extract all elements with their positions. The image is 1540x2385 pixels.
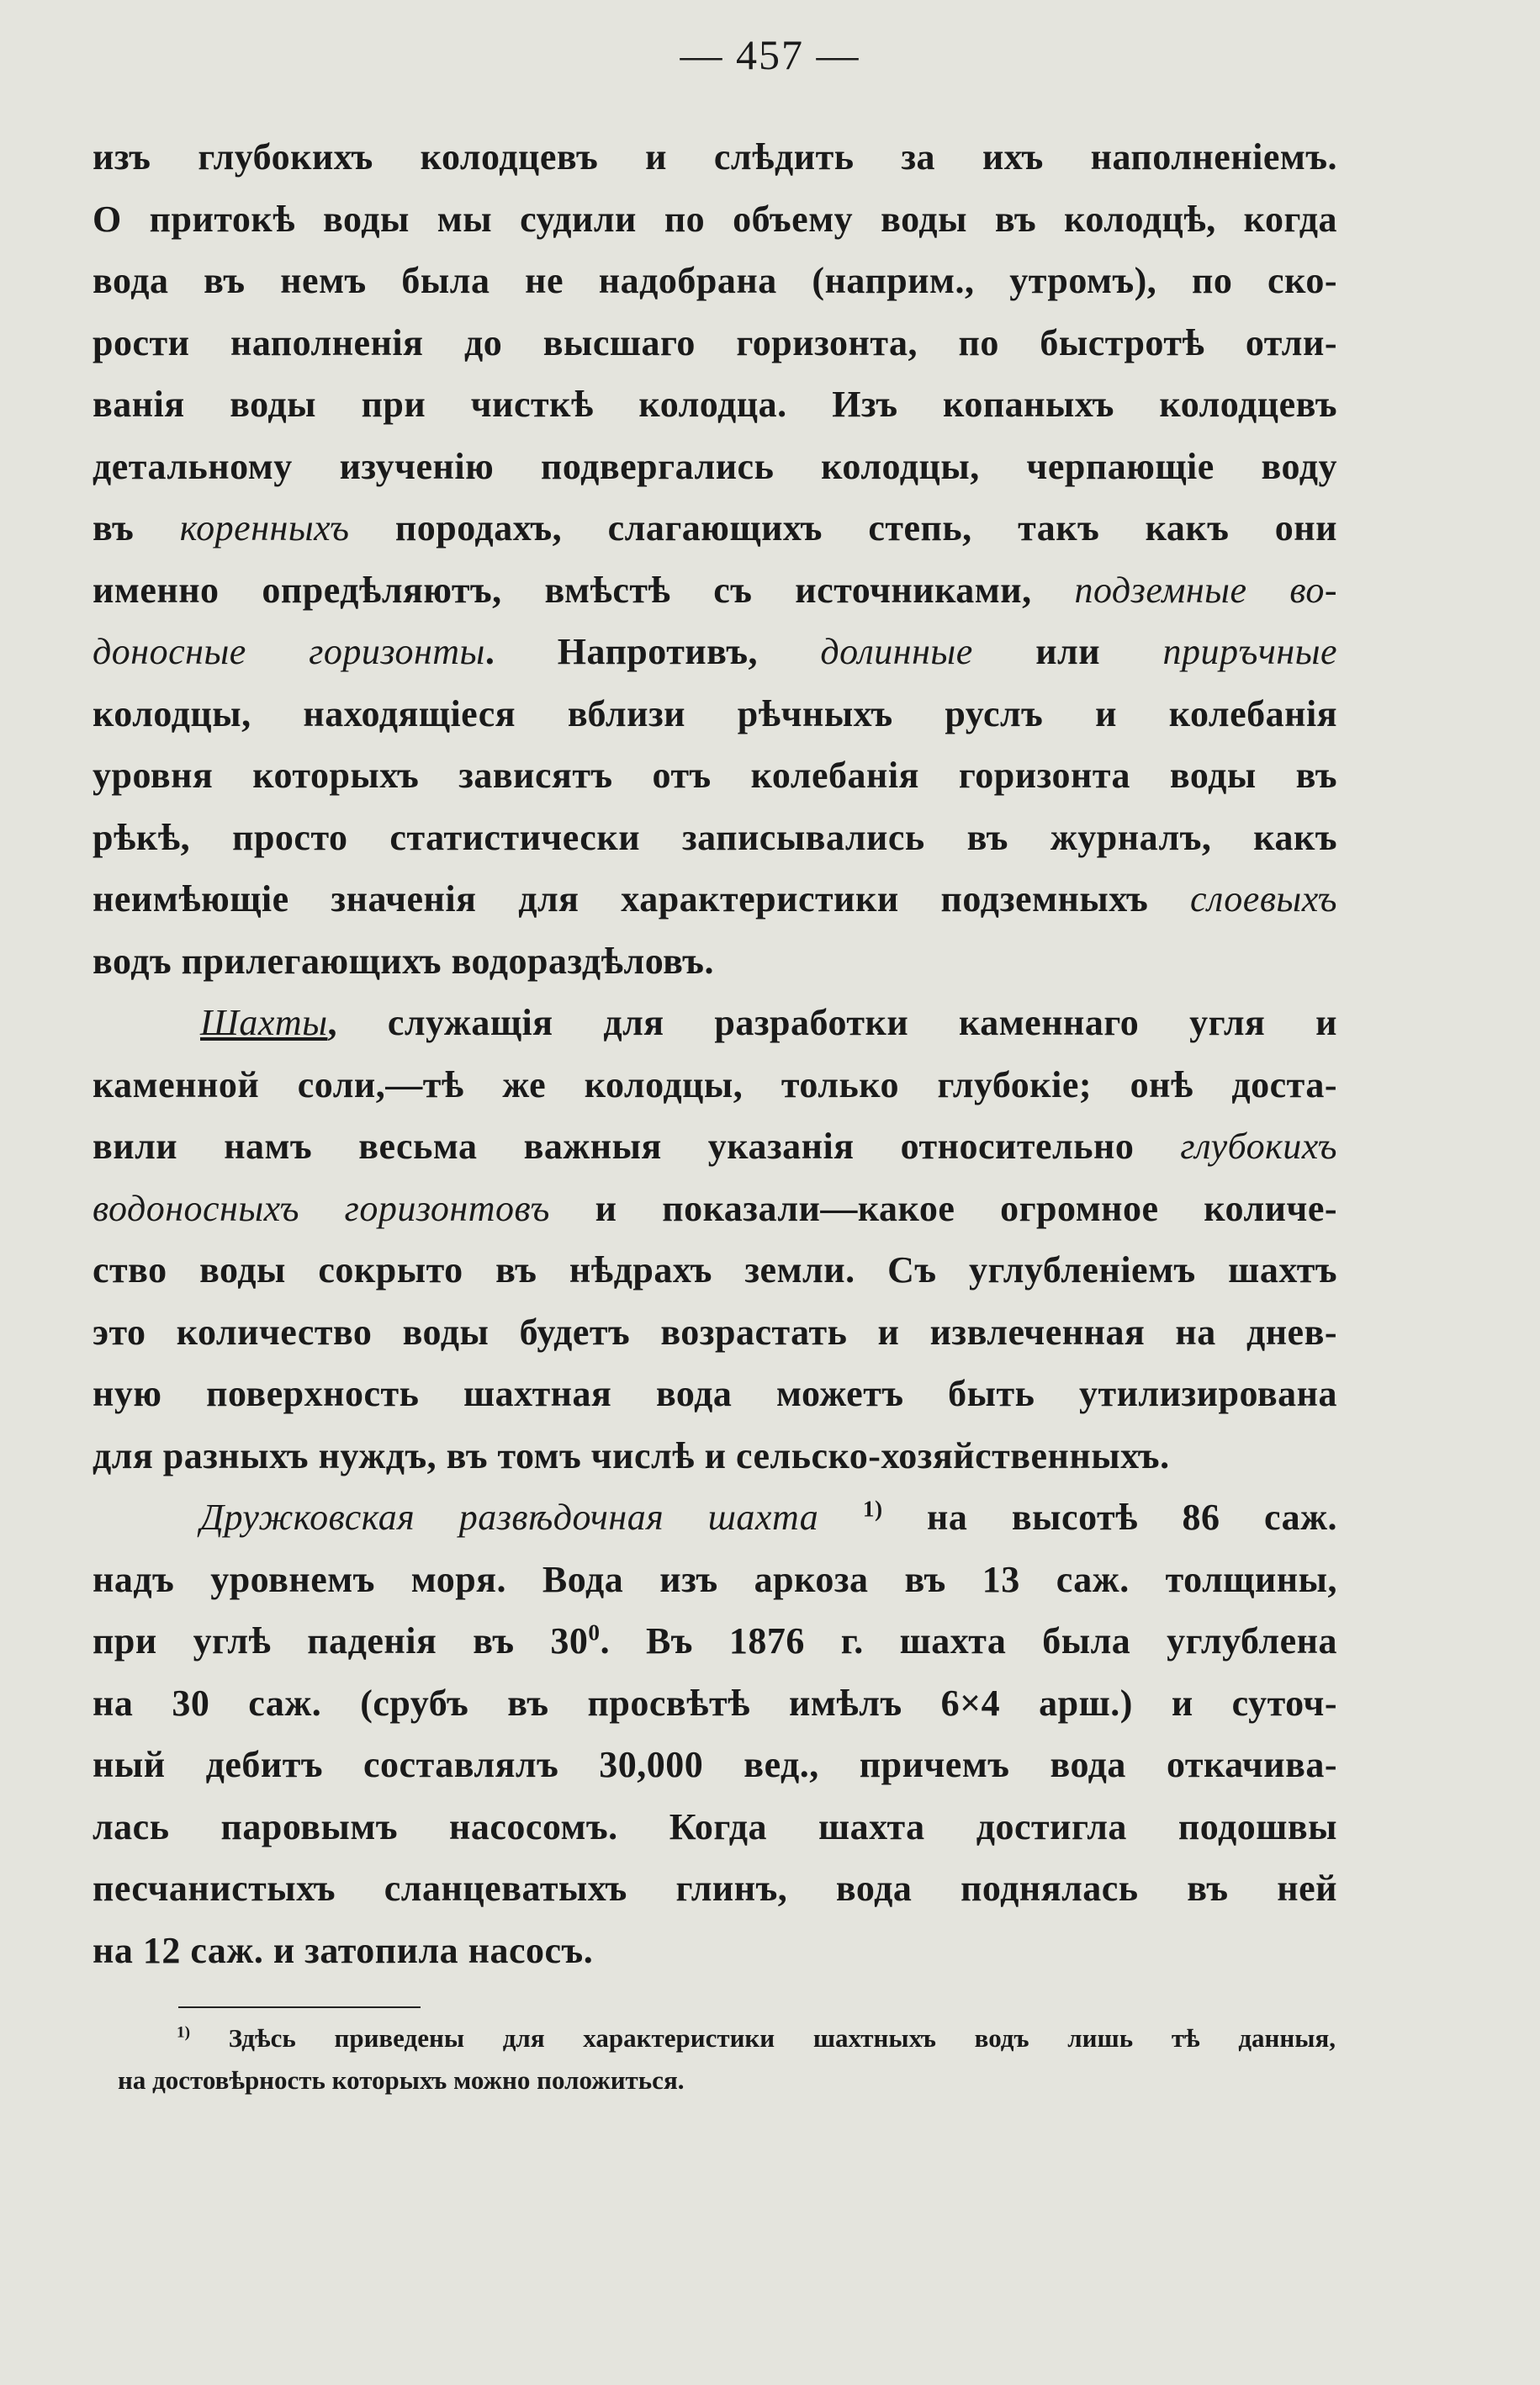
- text-line: надъ уровнемъ моря. Вода изъ аркоза въ 13 саж. толщины,: [93, 1558, 1337, 1600]
- text-line: каменной соли,—тѣ же колодцы, только глубокіе; онѣ доста-: [93, 1063, 1337, 1105]
- text-run: или: [972, 631, 1163, 672]
- text-run: [818, 1497, 863, 1538]
- text-line: на 30 саж. (срубъ въ просвѣтѣ имѣлъ 6×4 арш.) и суточ-: [93, 1682, 1337, 1724]
- italic-term: доносные горизонты: [93, 631, 485, 672]
- footnote-divider: [178, 2006, 421, 2008]
- text-line: на 12 саж. и затопила насосъ.: [93, 1929, 594, 1971]
- text-line: рости наполненія до высшаго горизонта, по быстротѣ отли-: [93, 321, 1337, 363]
- footnote-text: Здѣсь приведены для характеристики шахтныхъ водъ лишь тѣ данныя,: [228, 2023, 1336, 2053]
- text-line: лась паровымъ насосомъ. Когда шахта достигла подошвы: [93, 1805, 1337, 1847]
- text-line: изъ глубокихъ колодцевъ и слѣдить за ихъ наполненіемъ.: [93, 136, 1337, 178]
- text-line: песчанистыхъ сланцеватыхъ глинъ, вода поднялась въ ней: [93, 1868, 1337, 1909]
- footnotes: [118, 2017, 1336, 2101]
- text-run: неимѣющіе значенія для характеристики подземныхъ: [93, 878, 1191, 920]
- italic-term: Дружковская развѣдочная шахта: [200, 1497, 819, 1538]
- text-line: [93, 559, 1337, 622]
- footnote-ref: 1): [862, 1496, 883, 1522]
- text-line: [93, 992, 1337, 1054]
- text-run: . Въ 1876 г. шахта была углублена: [600, 1620, 1337, 1662]
- italic-term: коренныхъ: [179, 507, 350, 549]
- footnote-marker: 1): [177, 2023, 190, 2042]
- italic-term: долинные: [820, 631, 973, 672]
- italic-term: глубокихъ: [1180, 1126, 1337, 1167]
- page-number: — 457 —: [680, 31, 860, 78]
- text-run: , служащія для разработки каменнаго угля и: [327, 1002, 1337, 1043]
- italic-term: водоносныхъ горизонтовъ: [93, 1187, 550, 1229]
- text-line: [93, 1487, 1337, 1549]
- text-line: рѣкѣ, просто статистически записывались въ журналъ, какъ: [93, 816, 1337, 858]
- italic-term: слоевыхъ: [1190, 878, 1337, 920]
- italic-term: Шахты: [200, 1002, 328, 1043]
- main-text: [93, 126, 1337, 1981]
- footnote-line: [118, 2017, 1336, 2059]
- italic-term: подземные во-: [1074, 569, 1338, 611]
- text-run: вили намъ весьма важныя указанія относительно: [93, 1126, 1181, 1167]
- text-line: [93, 497, 1337, 559]
- text-line: [93, 1178, 1337, 1240]
- text-line: для разныхъ нуждъ, въ томъ числѣ и сельско-хозяйственныхъ.: [93, 1434, 1170, 1476]
- text-run: . Напротивъ,: [484, 631, 821, 672]
- text-run: въ: [93, 507, 180, 549]
- text-run: при углѣ паденія въ 30: [93, 1620, 589, 1662]
- text-line: детальному изученію подвергались колодцы, черпающіе воду: [93, 445, 1337, 487]
- italic-term: приръчные: [1162, 631, 1338, 672]
- text-line: ный дебитъ составлялъ 30,000 вед., причемъ вода откачива-: [93, 1744, 1337, 1785]
- text-line: уровня которыхъ зависятъ отъ колебанія горизонта воды въ: [93, 755, 1337, 796]
- text-line: ную поверхность шахтная вода можетъ быть утилизирована: [93, 1373, 1337, 1414]
- text-line: ванія воды при чисткѣ колодца. Изъ копаныхъ колодцевъ: [93, 384, 1337, 425]
- degree-mark: 0: [588, 1619, 601, 1646]
- text-run: породахъ, слагающихъ степь, такъ какъ они: [349, 507, 1337, 549]
- text-line: водъ прилегающихъ водораздѣловъ.: [93, 940, 714, 982]
- text-run: именно опредѣляютъ, вмѣстѣ съ источниками,: [93, 569, 1075, 611]
- text-line: колодцы, находящіеся вблизи рѣчныхъ руслъ и колебанія: [93, 692, 1337, 734]
- text-run: и показали—какое огромное количе-: [549, 1187, 1338, 1229]
- text-line: О притокѣ воды мы судили по объему воды въ колодцѣ, когда: [93, 198, 1337, 240]
- text-line: вода въ немъ была не надобрана (наприм., утромъ), по ско-: [93, 260, 1337, 301]
- text-line: [93, 621, 1337, 683]
- footnote-line: на достовѣрность которыхъ можно положиться.: [118, 2065, 685, 2095]
- text-line: [93, 1610, 1337, 1672]
- text-run: на высотѣ 86 саж.: [882, 1497, 1338, 1538]
- text-line: ство воды сокрыто въ нѣдрахъ земли. Съ углубленіемъ шахтъ: [93, 1249, 1337, 1291]
- text-line: [93, 868, 1337, 930]
- text-line: это количество воды будетъ возрастать и извлеченная на днев-: [93, 1311, 1337, 1353]
- text-line: [93, 1116, 1337, 1178]
